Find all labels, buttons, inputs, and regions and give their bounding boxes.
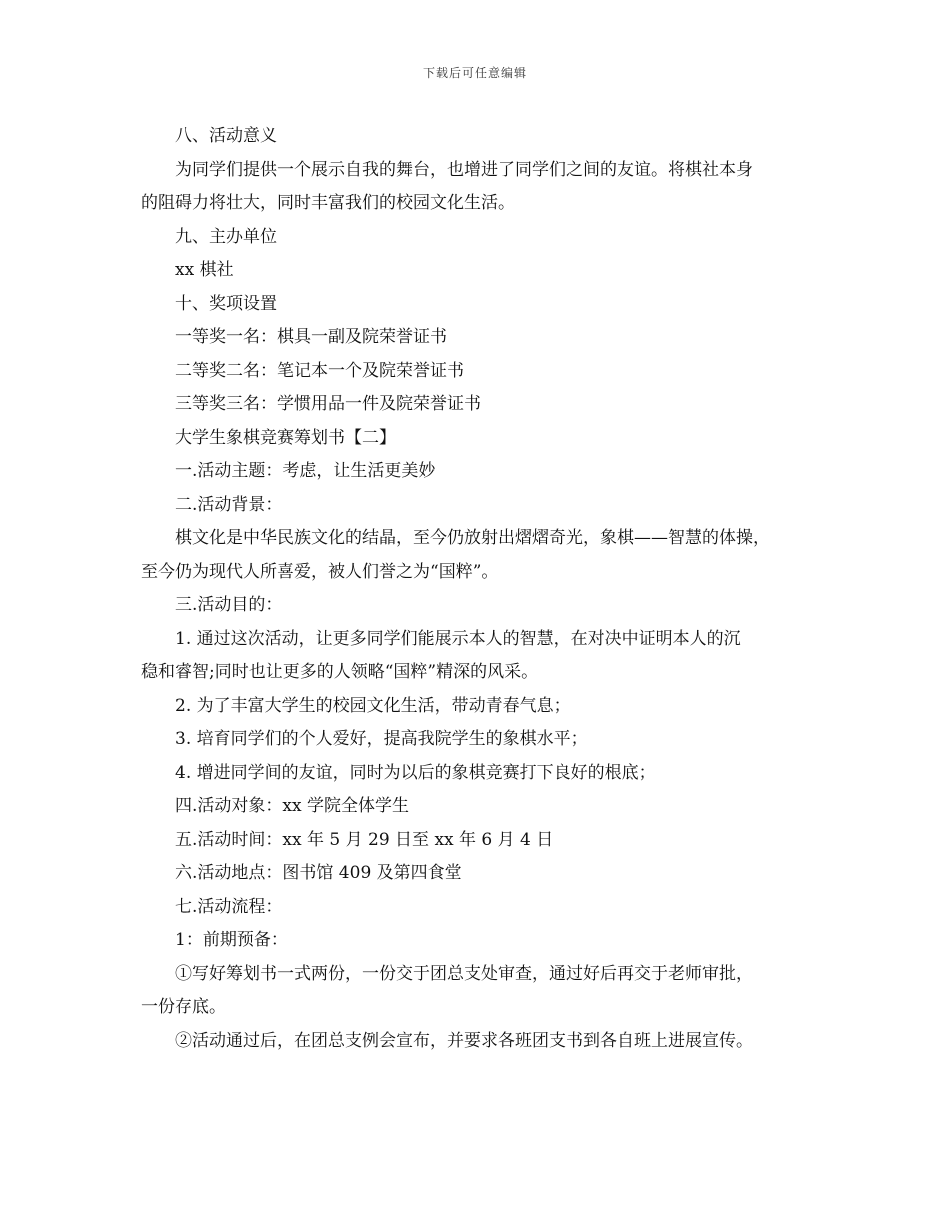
text-line: 3. 培育同学们的个人爱好，提高我院学生的象棋水平；: [175, 729, 588, 749]
text-line: 三.活动目的：: [175, 595, 283, 615]
text-line: 棋文化是中华民族文化的结晶，至今仍放射出熠熠奇光，象棋——智慧的体操，: [175, 528, 770, 548]
text-line: 四.活动对象：xx 学院全体学生: [175, 796, 409, 816]
text-line: 七.活动流程：: [175, 896, 283, 917]
text-line: 二.活动背景：: [175, 494, 283, 515]
text-line: 稳和睿智;同时也让更多的人领略“国粹”精深的风采。: [141, 662, 539, 682]
text-line: 4. 增进同学间的友谊，同时为以后的象棋竞赛打下良好的根底；: [175, 762, 656, 783]
text-line: 2. 为了丰富大学生的校园文化生活，带动青春气息；: [175, 695, 571, 716]
text-line: 1：前期预备：: [175, 930, 288, 950]
text-line: 1. 通过这次活动，让更多同学们能展示本人的智慧，在对决中证明本人的沉: [175, 628, 741, 649]
text-line: ①写好筹划书一式两份，一份交于团总支处审查，通过好后再交于老师审批，: [175, 963, 753, 984]
text-line: 六.活动地点：图书馆 409 及第四食堂: [175, 863, 462, 883]
text-line: 五.活动时间：xx 年 5 月 29 日至 xx 年 6 月 4 日: [175, 829, 554, 850]
text-line: 一份存底。: [141, 997, 226, 1017]
text-line: 三等奖三名：学惯用品一件及院荣誉证书: [175, 394, 481, 414]
text-line: ②活动通过后，在团总支例会宣布，并要求各班团支书到各自班上进展宣传。: [175, 1030, 753, 1051]
text-line: 大学生象棋竞赛筹划书【二】: [175, 427, 396, 448]
text-line: 八、活动意义: [175, 126, 277, 146]
text-line: 九、主办单位: [175, 226, 277, 247]
text-line: 一等奖一名：棋具一副及院荣誉证书: [175, 327, 447, 347]
text-line: 二等奖二名：笔记本一个及院荣誉证书: [175, 360, 464, 381]
text-line: 十、奖项设置: [175, 293, 277, 314]
text-line: xx 棋社: [175, 260, 234, 280]
document-body: [141, 120, 811, 1058]
text-line: 的阻碍力将壮大，同时丰富我们的校园文化生活。: [141, 193, 515, 213]
text-line: 至今仍为现代人所喜爱，被人们誉之为“国粹”。: [141, 561, 499, 582]
page-header: 下载后可任意编辑: [422, 66, 527, 80]
text-line: 一.活动主题：考虑，让生活更美妙: [175, 461, 436, 481]
text-line: 为同学们提供一个展示自我的舞台，也增进了同学们之间的友谊。将棋社本身: [175, 159, 753, 180]
